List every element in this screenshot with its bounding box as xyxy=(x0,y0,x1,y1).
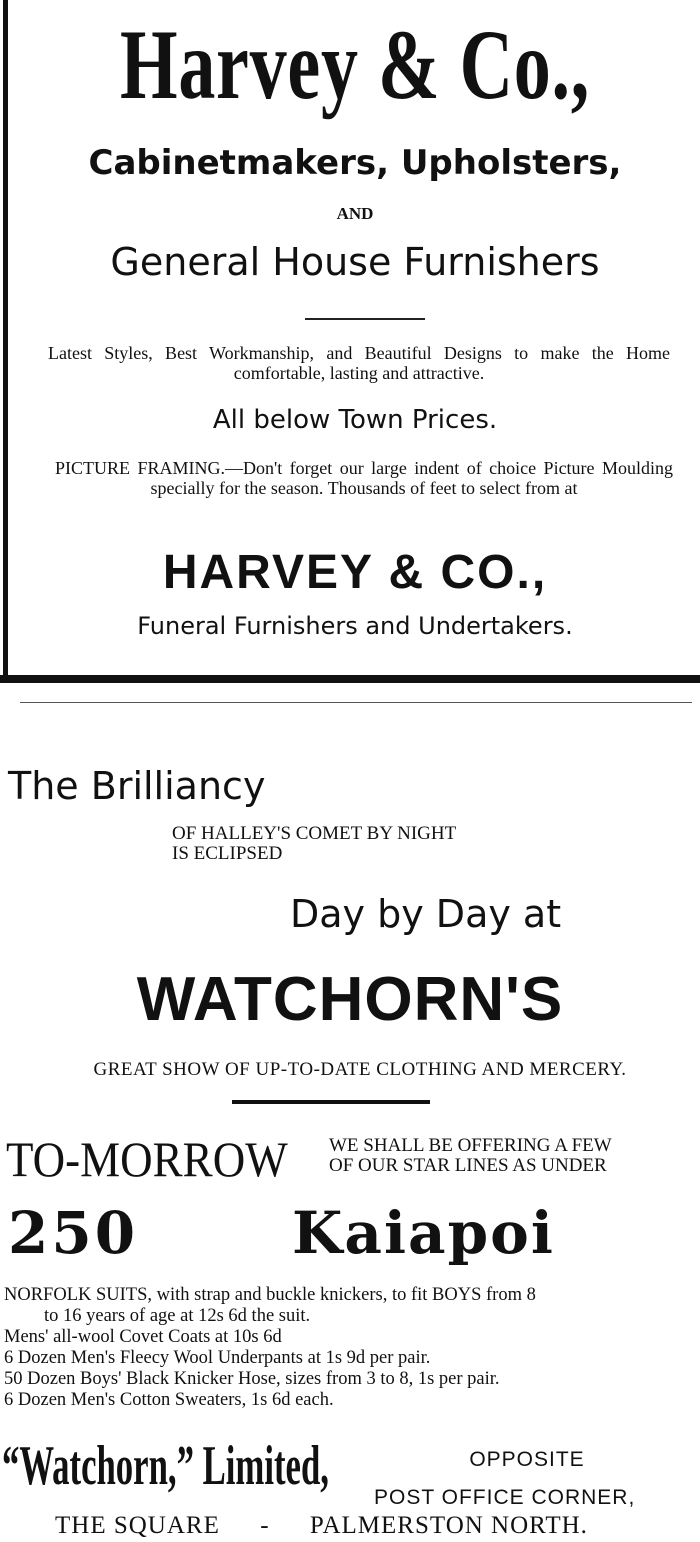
count-heading: 250 xyxy=(8,1199,139,1267)
list-item: 6 Dozen Men's Cotton Sweaters, 1s 6d each. xyxy=(4,1390,334,1410)
halley-text xyxy=(172,824,456,864)
harvey-prices: All below Town Prices. xyxy=(212,405,498,435)
list-item: NORFOLK SUITS, with strap and buckle knickers, to fit BOYS from 8 xyxy=(4,1285,536,1305)
star-lines-line-2: OF OUR STAR LINES AS UNDER xyxy=(329,1155,607,1176)
item-list xyxy=(4,1285,698,1411)
great-show-line: GREAT SHOW OF UP-TO-DATE CLOTHING AND MERCERY. xyxy=(93,1059,627,1080)
day-by-day-heading: Day by Day at xyxy=(290,892,562,936)
harvey-subtitle: Cabinetmakers, Upholsters, xyxy=(88,143,622,183)
halley-line-1: OF HALLEY'S COMET BY NIGHT xyxy=(172,823,457,844)
harvey-general-line: General House Furnishers xyxy=(110,240,600,284)
star-lines-text xyxy=(329,1136,612,1176)
list-item: 50 Dozen Boys' Black Knicker Hose, sizes from 3 to 8, 1s per pair. xyxy=(4,1369,500,1389)
list-item: to 16 years of age at 12s 6d the suit. xyxy=(44,1306,311,1326)
opposite-label: OPPOSITE xyxy=(469,1448,585,1471)
watchorn-limited-name: “Watchorn,” Limited, xyxy=(2,1435,329,1497)
star-lines-line-1: WE SHALL BE OFFERING A FEW xyxy=(329,1135,612,1156)
harvey-conjunction: AND xyxy=(336,204,374,223)
watchorns-heading: WATCHORN'S xyxy=(136,965,564,1034)
kaiapoi-heading: Kaiapoi xyxy=(292,1199,555,1267)
separator-rule xyxy=(20,702,692,703)
harvey-advertisement xyxy=(0,0,700,686)
left-border-rule xyxy=(3,0,8,680)
watchorn-divider xyxy=(232,1100,430,1104)
town-text: PALMERSTON NORTH. xyxy=(309,1512,588,1539)
brilliancy-heading: The Brilliancy xyxy=(8,764,266,808)
tomorrow-heading: TO-MORROW xyxy=(6,1131,288,1187)
address-dash: - xyxy=(260,1512,270,1539)
harvey-funeral-line: Funeral Furnishers and Undertakers. xyxy=(137,612,573,640)
square-text: THE SQUARE xyxy=(55,1512,220,1539)
harvey-divider xyxy=(305,318,425,320)
bottom-border-rule xyxy=(0,675,700,683)
harvey-title: Harvey & Co., xyxy=(120,9,590,120)
list-item: 6 Dozen Men's Fleecy Wool Underpants at 1s 9d per pair. xyxy=(4,1348,431,1368)
harvey-name-caps: HARVEY & CO., xyxy=(162,546,548,599)
halley-line-2: IS ECLIPSED xyxy=(172,843,283,864)
address-line xyxy=(55,1511,588,1541)
list-item: Mens' all-wool Covet Coats at 10s 6d xyxy=(4,1327,282,1347)
post-office-corner: POST OFFICE CORNER, xyxy=(374,1486,636,1509)
harvey-picture-framing: PICTURE FRAMING.—Don't forget our large indent of choice Picture Moulding specially for the season. Thousands of feet to select from at xyxy=(55,458,673,498)
harvey-latest-text: Latest Styles, Best Workmanship, and Beautiful Designs to make the Home comfortable, lasting and attractive. xyxy=(48,343,670,383)
